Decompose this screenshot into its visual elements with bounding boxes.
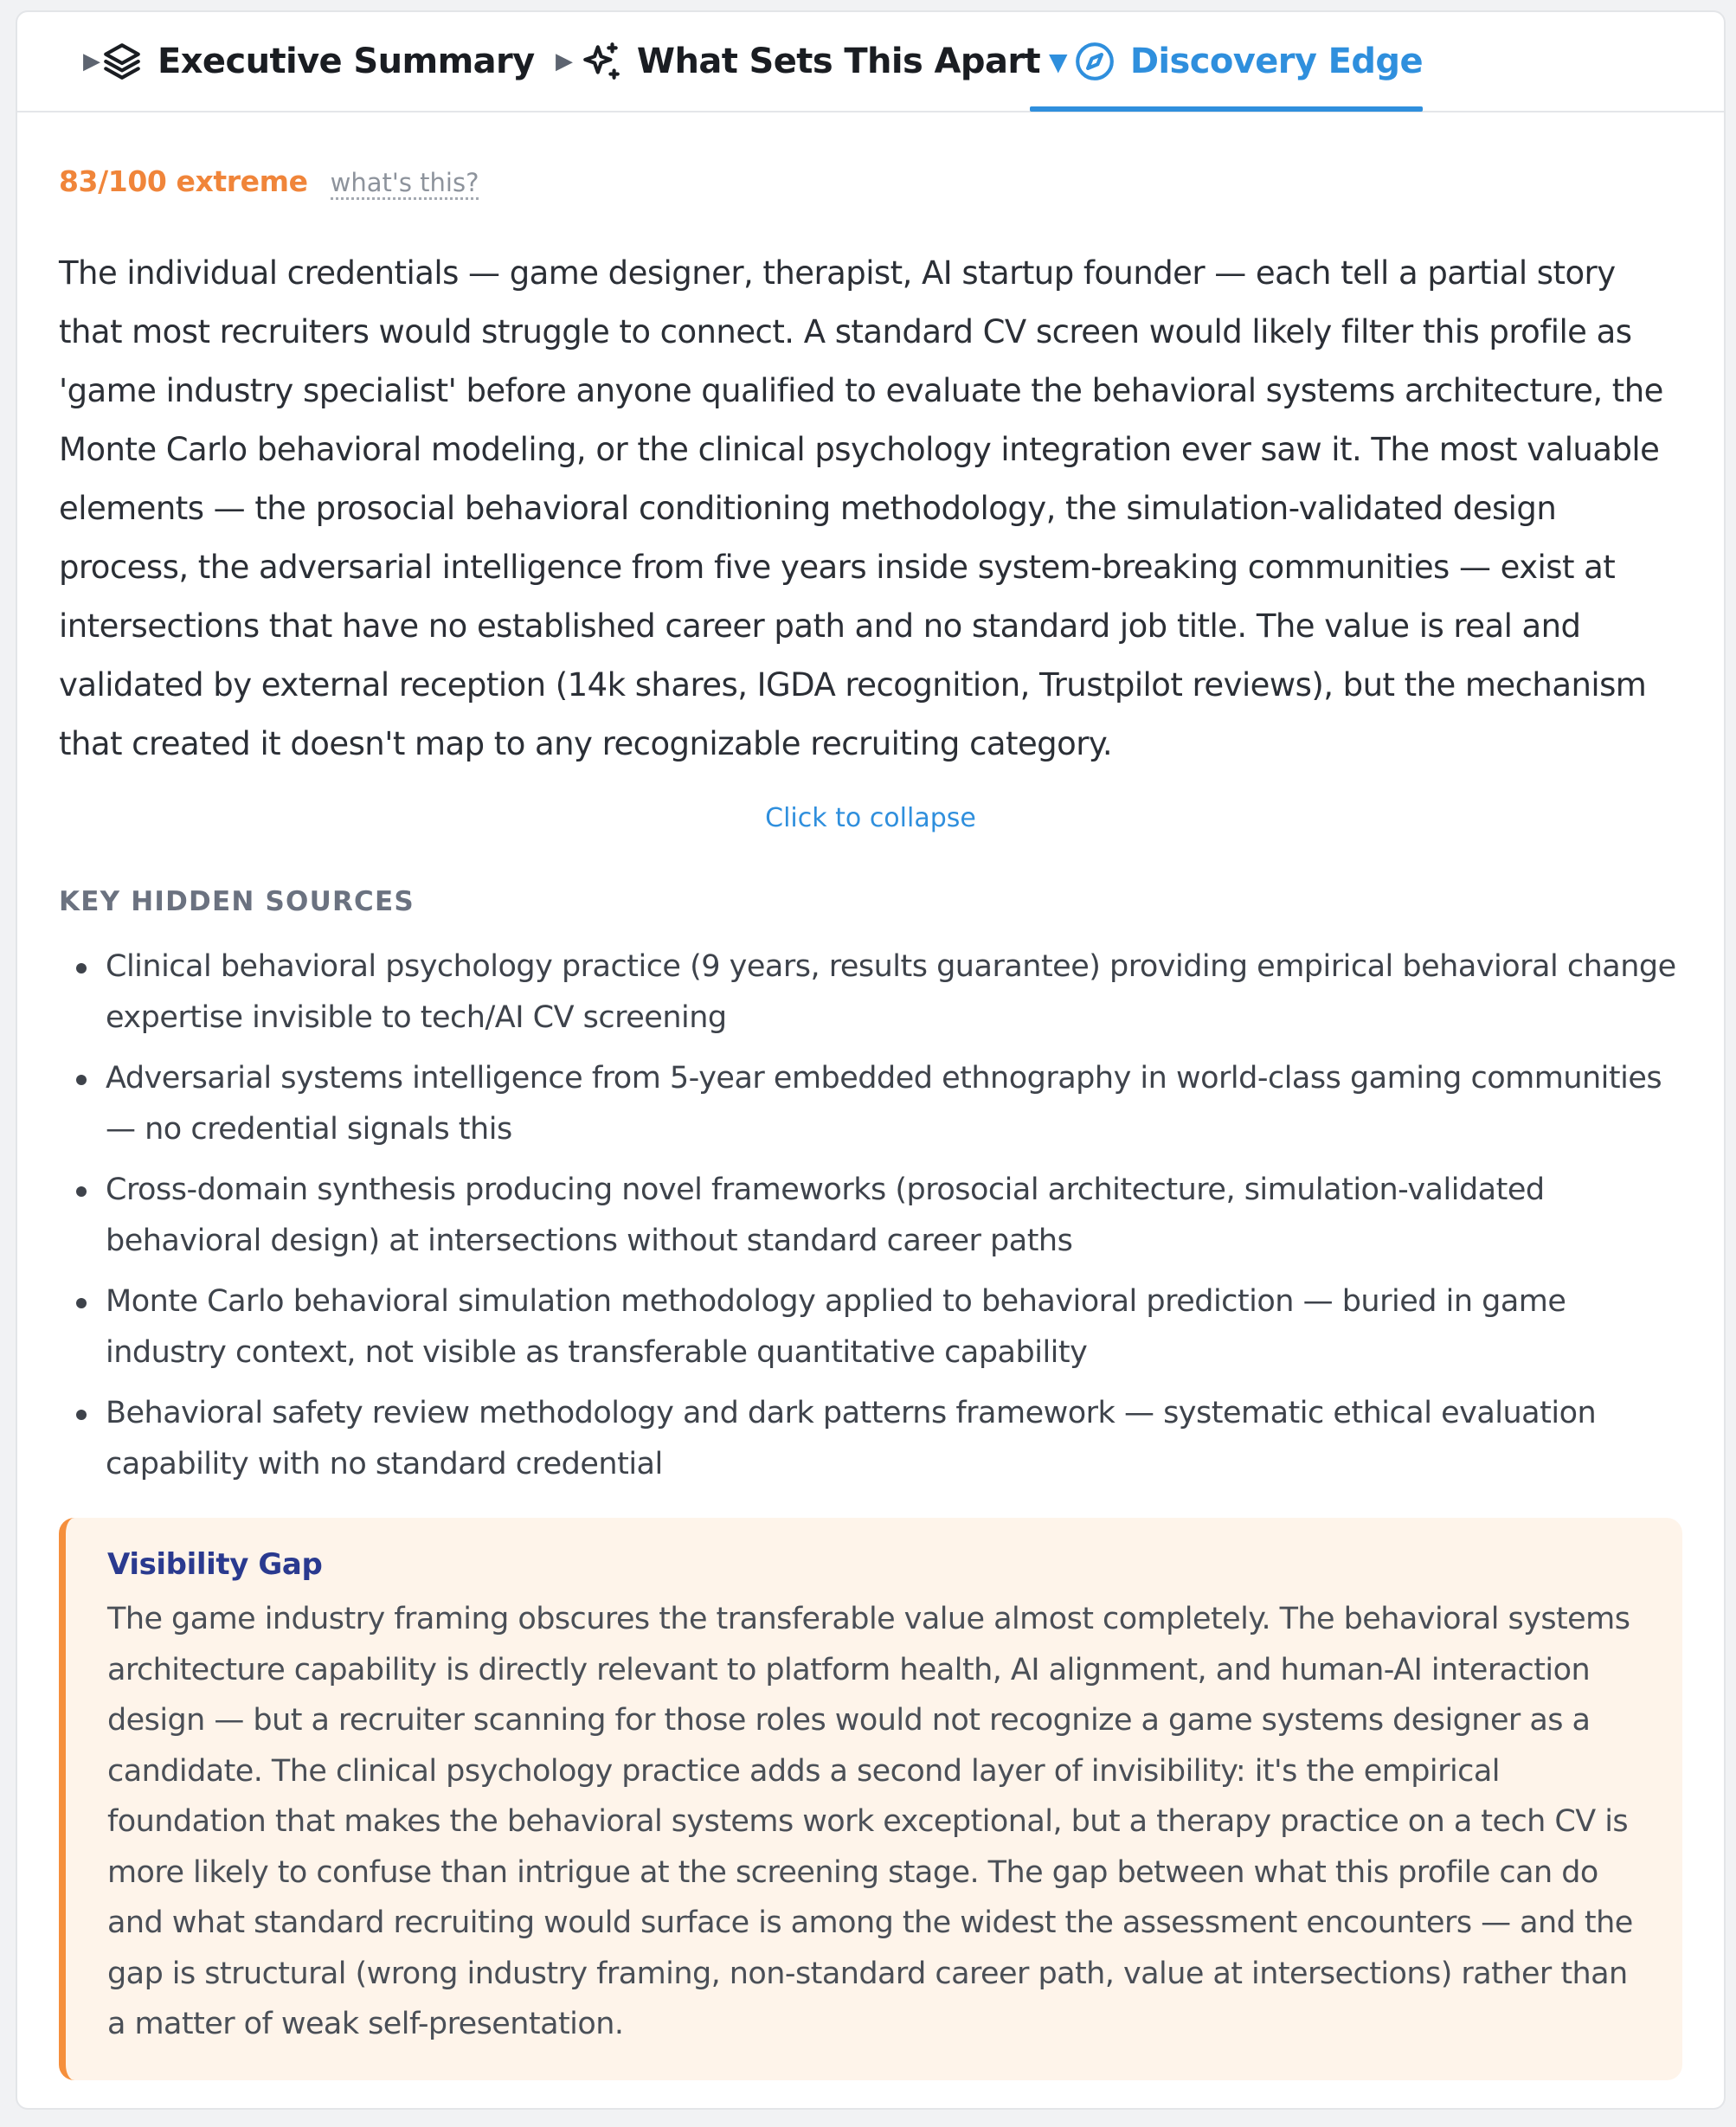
visibility-gap-title: Visibility Gap <box>107 1547 323 1582</box>
caret-down-icon: ▼ <box>1049 47 1068 76</box>
tab-what-sets-this-apart[interactable] <box>556 12 1040 111</box>
visibility-gap-text: The game industry framing obscures the transferable value almost completely. The behavioral systems architecture capability is directly relevant to platform health, AI alignment, and human-AI interaction design — but a recruiter scanning for those roles would not recognize a game systems designer as a candidate. The clinical psychology practice adds a second layer of invisibility: it's the empirical foundation that makes the behavioral systems work exceptional, but a therapy practice on a tech CV is more likely to confuse than intrigue at the screening stage. The gap between what this profile can do and what standard recruiting would surface is among the widest the assessment encounters — and the gap is structural (wrong industry framing, non-standard career path, value at intersections) rather than a matter of weak self-presentation. <box>107 1602 1633 2041</box>
tab-discovery-edge[interactable] <box>1030 12 1423 111</box>
caret-right-icon: ▶ <box>556 48 573 74</box>
discovery-card <box>16 10 1726 2110</box>
list-item: Behavioral safety review methodology and dark patterns framework — systematic ethical evaluation capability with no standard credential <box>59 1388 1682 1490</box>
tab-label: Executive Summary <box>158 42 535 81</box>
section-tabs <box>17 12 1724 112</box>
score-row <box>59 164 479 200</box>
collapse-link[interactable]: Click to collapse <box>765 803 976 833</box>
discovery-score: 83/100 extreme <box>59 164 308 198</box>
tab-label: Discovery Edge <box>1129 42 1423 81</box>
sparkles-icon <box>580 40 623 83</box>
hidden-sources-list <box>59 941 1682 1500</box>
sources-heading: KEY HIDDEN SOURCES <box>59 886 415 917</box>
layers-icon <box>100 40 144 83</box>
whats-this-link[interactable]: what's this? <box>331 170 479 200</box>
visibility-gap-callout <box>59 1518 1682 2080</box>
caret-right-icon: ▶ <box>83 48 100 74</box>
list-item: Adversarial systems intelligence from 5-year embedded ethnography in world-class gaming communities — no credential signals this <box>59 1053 1682 1155</box>
tab-label: What Sets This Apart <box>636 42 1040 81</box>
tab-executive-summary[interactable] <box>83 12 533 111</box>
list-item: Monte Carlo behavioral simulation methodology applied to behavioral prediction — buried in game industry context, not visible as transferable quantitative capability <box>59 1276 1682 1378</box>
compass-icon <box>1073 40 1116 83</box>
list-item: Cross-domain synthesis producing novel frameworks (prosocial architecture, simulation-validated behavioral design) at intersections without standard career paths <box>59 1165 1682 1267</box>
list-item: Clinical behavioral psychology practice (9 years, results guarantee) providing empirical behavioral change expertise invisible to tech/AI CV screening <box>59 941 1682 1044</box>
summary-text: The individual credentials — game designer, therapist, AI startup founder — each tell a partial story that most recruiters would struggle to connect. A standard CV screen would likely filter this profile as 'game industry specialist' before anyone qualified to evaluate the behavioral systems architecture, the Monte Carlo behavioral modeling, or the clinical psychology integration ever saw it. The most valuable elements — the prosocial behavioral conditioning methodology, the simulation-validated design process, the adversarial intelligence from five years inside system-breaking communities — exist at intersections that have no established career path and no standard job title. The value is real and validated by external reception (14k shares, IGDA recognition, Trustpilot reviews), but the mechanism that created it doesn't map to any recognizable recruiting category. <box>59 254 1663 762</box>
